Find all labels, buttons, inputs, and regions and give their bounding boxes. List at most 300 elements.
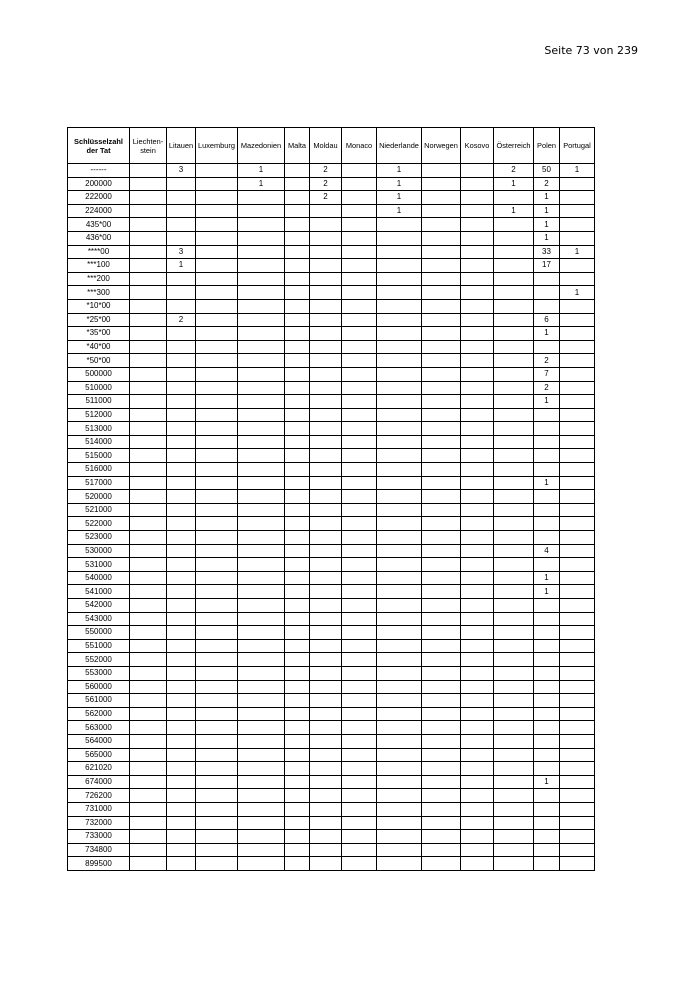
table-cell (130, 191, 167, 205)
table-cell (422, 422, 461, 436)
table-cell (494, 857, 534, 871)
table-row (68, 408, 595, 422)
header-row (68, 128, 595, 164)
table-cell (238, 789, 285, 803)
column-header: Polen (534, 128, 560, 164)
row-key-cell: 731000 (68, 802, 130, 816)
table-cell (167, 476, 196, 490)
row-key-cell: 543000 (68, 612, 130, 626)
row-key-cell: 517000 (68, 476, 130, 490)
table-cell: 4 (534, 544, 560, 558)
row-key-cell: 726200 (68, 789, 130, 803)
table-cell (342, 558, 377, 572)
table-row (68, 626, 595, 640)
table-cell (238, 531, 285, 545)
table-row (68, 381, 595, 395)
table-cell (422, 490, 461, 504)
table-row (68, 299, 595, 313)
table-cell (461, 286, 494, 300)
table-cell (310, 830, 342, 844)
table-cell: 1 (494, 177, 534, 191)
table-cell (238, 544, 285, 558)
table-cell: 2 (534, 177, 560, 191)
table-cell (461, 272, 494, 286)
table-cell (342, 680, 377, 694)
table-cell (461, 299, 494, 313)
row-key-cell: 515000 (68, 449, 130, 463)
table-cell (534, 639, 560, 653)
table-cell (285, 354, 310, 368)
table-cell (342, 259, 377, 273)
table-cell (534, 830, 560, 844)
page-number: Seite 73 von 239 (544, 44, 638, 57)
table-cell (130, 612, 167, 626)
table-cell (422, 286, 461, 300)
table-cell (377, 463, 422, 477)
table-cell (310, 367, 342, 381)
table-cell (494, 340, 534, 354)
table-cell (167, 299, 196, 313)
table-cell (238, 585, 285, 599)
table-cell (560, 517, 595, 531)
table-row (68, 490, 595, 504)
table-cell (342, 830, 377, 844)
table-cell (342, 775, 377, 789)
table-cell (377, 435, 422, 449)
table-cell (534, 666, 560, 680)
row-key-cell: *50*00 (68, 354, 130, 368)
table-cell (167, 272, 196, 286)
table-cell (196, 313, 238, 327)
table-cell (342, 544, 377, 558)
table-cell (422, 544, 461, 558)
table-cell (130, 544, 167, 558)
table-cell (196, 191, 238, 205)
table-cell (196, 327, 238, 341)
table-cell (167, 639, 196, 653)
table-cell (130, 463, 167, 477)
table-cell (377, 775, 422, 789)
table-cell (377, 490, 422, 504)
column-header: Mazedonien (238, 128, 285, 164)
table-cell (342, 231, 377, 245)
table-cell (130, 558, 167, 572)
table-cell (560, 802, 595, 816)
table-cell (461, 775, 494, 789)
table-cell (560, 435, 595, 449)
column-header: Malta (285, 128, 310, 164)
table-cell: 3 (167, 245, 196, 259)
table-cell (377, 340, 422, 354)
table-cell: 1 (377, 204, 422, 218)
table-cell (461, 259, 494, 273)
table-cell (167, 422, 196, 436)
table-cell (560, 612, 595, 626)
table-cell (285, 626, 310, 640)
table-cell (342, 340, 377, 354)
table-cell (167, 558, 196, 572)
table-cell (310, 408, 342, 422)
table-cell: 6 (534, 313, 560, 327)
table-cell (560, 177, 595, 191)
table-cell (310, 313, 342, 327)
table-cell (422, 218, 461, 232)
table-row (68, 435, 595, 449)
table-cell (196, 164, 238, 178)
table-cell (377, 626, 422, 640)
table-cell (196, 748, 238, 762)
table-cell (422, 531, 461, 545)
table-cell (167, 734, 196, 748)
table-cell (167, 748, 196, 762)
table-cell (238, 680, 285, 694)
table-cell (422, 626, 461, 640)
table-cell (377, 354, 422, 368)
table-cell (130, 666, 167, 680)
table-cell (285, 340, 310, 354)
table-cell (560, 395, 595, 409)
row-key-cell: 530000 (68, 544, 130, 558)
table-cell (342, 694, 377, 708)
table-cell (560, 558, 595, 572)
table-cell (342, 286, 377, 300)
table-cell (342, 802, 377, 816)
table-cell (534, 558, 560, 572)
table-cell (342, 354, 377, 368)
row-key-cell: 512000 (68, 408, 130, 422)
table-cell (130, 299, 167, 313)
table-cell (494, 721, 534, 735)
table-cell: 2 (310, 191, 342, 205)
table-cell (342, 299, 377, 313)
table-cell (461, 191, 494, 205)
table-cell (310, 231, 342, 245)
table-cell (196, 381, 238, 395)
table-cell (422, 177, 461, 191)
table-cell (560, 503, 595, 517)
table-cell (560, 367, 595, 381)
table-cell (196, 490, 238, 504)
table-cell (377, 313, 422, 327)
table-cell (342, 327, 377, 341)
table-cell (377, 639, 422, 653)
table-cell (130, 272, 167, 286)
table-cell (560, 408, 595, 422)
row-key-cell: 514000 (68, 435, 130, 449)
table-cell (196, 259, 238, 273)
table-cell (342, 626, 377, 640)
column-header: Moldau (310, 128, 342, 164)
table-cell (377, 816, 422, 830)
table-cell (422, 843, 461, 857)
table-cell (285, 204, 310, 218)
table-cell (238, 653, 285, 667)
table-cell (310, 245, 342, 259)
table-cell (130, 245, 167, 259)
row-key-cell: 734800 (68, 843, 130, 857)
table-cell (238, 204, 285, 218)
table-cell (342, 666, 377, 680)
table-cell (167, 231, 196, 245)
table-cell (560, 571, 595, 585)
table-cell (130, 381, 167, 395)
table-cell (130, 626, 167, 640)
data-table-container (67, 127, 595, 871)
row-key-cell: ***100 (68, 259, 130, 273)
table-cell (238, 748, 285, 762)
table-cell (461, 707, 494, 721)
table-cell (342, 177, 377, 191)
table-cell (310, 626, 342, 640)
table-cell (285, 789, 310, 803)
table-cell (377, 381, 422, 395)
table-cell (130, 599, 167, 613)
table-cell (494, 463, 534, 477)
table-cell (461, 612, 494, 626)
table-cell (238, 843, 285, 857)
table-cell (285, 843, 310, 857)
table-cell (196, 789, 238, 803)
table-cell (167, 395, 196, 409)
table-cell (494, 585, 534, 599)
table-cell (130, 395, 167, 409)
table-cell (238, 408, 285, 422)
table-cell (461, 544, 494, 558)
table-cell (422, 789, 461, 803)
row-key-cell: 542000 (68, 599, 130, 613)
table-cell (310, 653, 342, 667)
table-cell (377, 503, 422, 517)
table-cell (285, 177, 310, 191)
table-cell: 50 (534, 164, 560, 178)
table-cell (238, 830, 285, 844)
table-cell (534, 612, 560, 626)
table-cell (494, 653, 534, 667)
table-cell (461, 585, 494, 599)
table-cell (130, 653, 167, 667)
table-cell (130, 571, 167, 585)
table-cell: 1 (534, 204, 560, 218)
table-cell (130, 367, 167, 381)
table-cell (560, 599, 595, 613)
table-cell (285, 762, 310, 776)
table-cell (238, 218, 285, 232)
table-cell (560, 381, 595, 395)
row-key-cell: 523000 (68, 531, 130, 545)
table-cell (238, 707, 285, 721)
table-cell (167, 830, 196, 844)
table-cell (167, 721, 196, 735)
table-cell (238, 435, 285, 449)
table-cell (534, 408, 560, 422)
row-key-cell: *10*00 (68, 299, 130, 313)
table-cell (560, 707, 595, 721)
table-cell (310, 857, 342, 871)
table-cell (461, 490, 494, 504)
table-cell (130, 762, 167, 776)
table-cell: 2 (534, 354, 560, 368)
table-cell (560, 191, 595, 205)
table-cell (461, 395, 494, 409)
row-key-cell: 552000 (68, 653, 130, 667)
table-cell (285, 381, 310, 395)
table-cell (342, 381, 377, 395)
table-cell (310, 734, 342, 748)
table-cell (238, 612, 285, 626)
table-cell (167, 177, 196, 191)
table-cell (310, 802, 342, 816)
table-row (68, 680, 595, 694)
table-cell (377, 680, 422, 694)
table-cell (494, 449, 534, 463)
table-cell (534, 340, 560, 354)
table-cell (285, 830, 310, 844)
table-cell (130, 408, 167, 422)
table-cell (560, 476, 595, 490)
table-cell (560, 789, 595, 803)
table-cell (238, 231, 285, 245)
table-cell (167, 680, 196, 694)
table-cell (342, 463, 377, 477)
table-cell (130, 802, 167, 816)
table-cell (494, 259, 534, 273)
table-cell (285, 435, 310, 449)
table-cell (310, 721, 342, 735)
table-cell (285, 231, 310, 245)
table-cell (422, 299, 461, 313)
table-cell (342, 204, 377, 218)
table-cell (377, 571, 422, 585)
table-cell (167, 626, 196, 640)
table-cell (560, 653, 595, 667)
table-cell (238, 354, 285, 368)
table-cell (196, 734, 238, 748)
table-cell: 1 (534, 327, 560, 341)
table-cell (422, 680, 461, 694)
table-cell (130, 164, 167, 178)
table-cell (167, 802, 196, 816)
table-cell (285, 367, 310, 381)
table-cell: 1 (534, 191, 560, 205)
table-cell (342, 395, 377, 409)
table-cell: 1 (377, 164, 422, 178)
table-cell (422, 231, 461, 245)
table-cell (422, 381, 461, 395)
table-cell (494, 680, 534, 694)
table-cell: 1 (560, 286, 595, 300)
table-cell (238, 272, 285, 286)
table-cell (377, 653, 422, 667)
table-cell (238, 626, 285, 640)
table-cell (342, 639, 377, 653)
table-cell (238, 381, 285, 395)
table-cell: 1 (534, 775, 560, 789)
table-cell (342, 843, 377, 857)
table-cell (130, 843, 167, 857)
table-cell (196, 558, 238, 572)
table-cell (238, 775, 285, 789)
table-cell (285, 272, 310, 286)
table-cell (196, 666, 238, 680)
table-cell (342, 449, 377, 463)
table-cell (377, 599, 422, 613)
table-cell (494, 490, 534, 504)
column-header: Luxemburg (196, 128, 238, 164)
table-cell (310, 517, 342, 531)
table-cell (285, 395, 310, 409)
table-cell (461, 503, 494, 517)
table-cell (422, 435, 461, 449)
table-cell (310, 435, 342, 449)
table-cell (494, 707, 534, 721)
table-cell (422, 585, 461, 599)
table-row (68, 367, 595, 381)
table-cell (494, 734, 534, 748)
table-row (68, 327, 595, 341)
table-cell (494, 231, 534, 245)
table-cell (560, 259, 595, 273)
table-cell (377, 367, 422, 381)
table-row (68, 259, 595, 273)
table-cell (196, 204, 238, 218)
table-cell (310, 544, 342, 558)
table-cell (560, 449, 595, 463)
table-cell (130, 259, 167, 273)
table-cell (238, 503, 285, 517)
table-cell (285, 558, 310, 572)
table-cell (494, 286, 534, 300)
table-cell (377, 802, 422, 816)
table-cell (494, 748, 534, 762)
table-cell (285, 449, 310, 463)
table-cell (422, 599, 461, 613)
table-cell (310, 585, 342, 599)
table-cell (238, 340, 285, 354)
table-cell (310, 843, 342, 857)
table-row (68, 177, 595, 191)
table-cell (167, 381, 196, 395)
table-cell (461, 476, 494, 490)
row-key-cell: 674000 (68, 775, 130, 789)
table-cell (310, 571, 342, 585)
table-row (68, 721, 595, 735)
table-cell (196, 286, 238, 300)
table-cell: 1 (167, 259, 196, 273)
table-cell (422, 463, 461, 477)
table-cell (342, 653, 377, 667)
table-cell (342, 857, 377, 871)
table-row (68, 449, 595, 463)
table-cell (494, 639, 534, 653)
table-cell (422, 612, 461, 626)
table-cell (422, 830, 461, 844)
row-key-cell: ------ (68, 164, 130, 178)
table-cell (130, 435, 167, 449)
table-cell (196, 544, 238, 558)
column-header: Kosovo (461, 128, 494, 164)
table-cell (422, 694, 461, 708)
table-cell (285, 531, 310, 545)
table-cell (238, 367, 285, 381)
row-key-cell: 733000 (68, 830, 130, 844)
table-cell (560, 463, 595, 477)
table-row (68, 571, 595, 585)
table-cell (422, 653, 461, 667)
table-cell (377, 558, 422, 572)
row-key-cell: 553000 (68, 666, 130, 680)
table-cell (494, 422, 534, 436)
table-cell (377, 857, 422, 871)
